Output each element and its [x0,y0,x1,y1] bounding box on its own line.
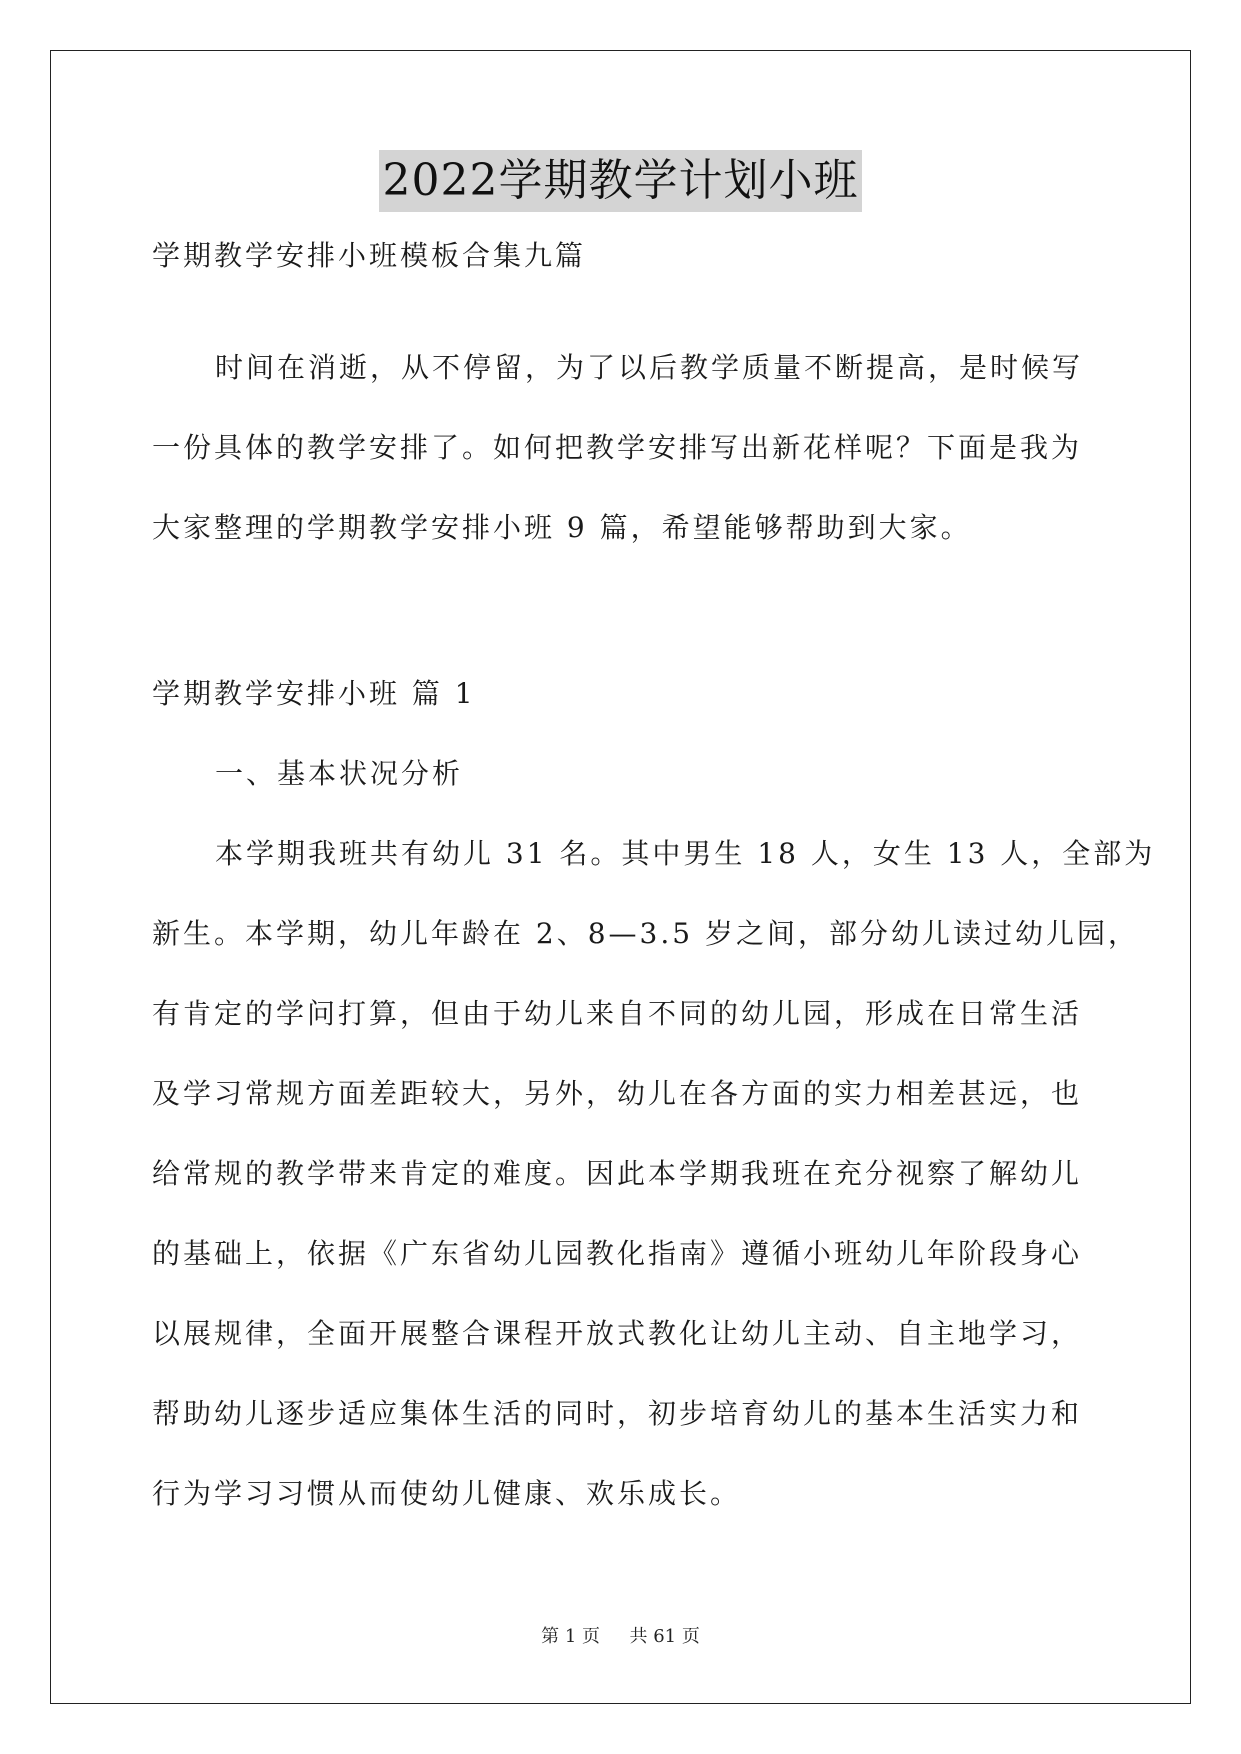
intro-line: 一份具体的教学安排了。如何把教学安排写出新花样呢？下面是我为 [152,431,1083,464]
subsection-heading: 一、基本状况分析 [215,757,464,790]
intro-line: 时间在消逝，从不停留，为了以后教学质量不断提高，是时候写 [215,351,1084,384]
body-line: 本学期我班共有幼儿 31 名。其中男生 18 人，女生 13 人，全部为 [215,837,1156,870]
page-total: 共 61 页 [629,1626,700,1647]
body-line: 及学习常规方面差距较大，另外，幼儿在各方面的实力相差甚远，也 [152,1077,1083,1110]
page-number: 第 1 页 [541,1626,601,1647]
body-line: 帮助幼儿逐步适应集体生活的同时，初步培育幼儿的基本生活实力和 [152,1397,1083,1430]
body-line: 的基础上，依据《广东省幼儿园教化指南》遵循小班幼儿年阶段身心 [152,1237,1083,1270]
document-title: 2022学期教学计划小班 [379,150,863,212]
title-container [0,150,1241,212]
body-line: 行为学习习惯从而使幼儿健康、欢乐成长。 [152,1477,742,1510]
body-line: 给常规的教学带来肯定的难度。因此本学期我班在充分视察了解幼儿 [152,1157,1083,1190]
intro-line: 大家整理的学期教学安排小班 9 篇，希望能够帮助到大家。 [152,511,972,544]
body-line: 有肯定的学问打算，但由于幼儿来自不同的幼儿园，形成在日常生活 [152,997,1083,1030]
body-line: 以展规律，全面开展整合课程开放式教化让幼儿主动、自主地学习， [152,1317,1083,1350]
page-footer [0,1625,1241,1649]
document-subtitle: 学期教学安排小班模板合集九篇 [152,239,587,272]
section-heading: 学期教学安排小班 篇 1 [152,677,476,710]
body-line: 新生。本学期，幼儿年龄在 2、8—3.5 岁之间，部分幼儿读过幼儿园， [152,917,1139,950]
page-border [50,50,1191,1704]
